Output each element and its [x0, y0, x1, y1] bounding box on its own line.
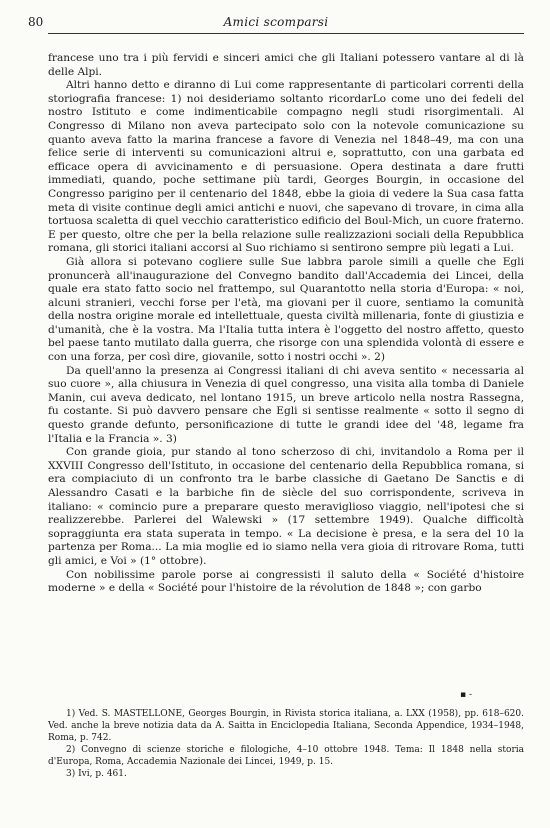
- paragraph: Con grande gioia, pur stando al tono scherzoso di chi, invitandolo a Roma per il XXVIII Congresso dell'Istituto, in occasione del centenario della Repubblica romana, si era compiaciuto di un confronto tra le barbe classiche di Gaetano De Sanctis e di Alessandro Casati e la barbiche fin de siècle del suo corrispondente, scriveva in italiano: « comincio pure a preparare questo meraviglioso viaggio, nell'ipotesi che si realizzerebbe. Parlerei del Walewski » (17 settembre 1949). Qualche difficoltà sopraggiunta era stata superata in tempo. « La decisione è presa, e la sera del 10 la partenza per Roma... La mia moglie ed io siamo nella vera gioia di ritrovare Roma, tutti gli amici, e Voi » (1° ottobre).: [48, 446, 524, 567]
- main-text: [48, 52, 524, 596]
- footnotes: [48, 708, 524, 780]
- print-mark: ▪ -: [460, 690, 473, 700]
- paragraph: Da quell'anno la presenza ai Congressi italiani di chi aveva sentito « necessaria al suo cuore », alla chiusura in Venezia di quel congresso, una visita alla tomba di Daniele Manin, cui aveva dedicato, nel lontano 1915, un breve articolo nella nostra Rassegna, fu costante. Si può davvero pensare che Egli si sentisse realmente « sotto il segno di questo grande defunto, personificazione di tutte le grandi idee del '48, legame fra l'Italia e la Francia ». 3): [48, 364, 524, 445]
- page-number: 80: [28, 15, 44, 29]
- paragraph: francese uno tra i più fervidi e sinceri amici che gli Italiani potessero vantare al di là delle Alpi.: [48, 52, 524, 78]
- footnote: 2) Convegno di scienze storiche e filologiche, 4–10 ottobre 1948. Tema: Il 1848 nella storia d'Europa, Roma, Accademia Nazionale dei Lincei, 1949, p. 15.: [48, 745, 524, 767]
- paragraph: Già allora si potevano cogliere sulle Sue labbra parole simili a quelle che Egli pronuncerà all'inaugurazione del Convegno bandito dall'Accademia dei Lincei, della quale era stato fatto socio nel frattempo, sul Quarantotto nella storia d'Europa: « noi, alcuni stranieri, vecchi forse per l'età, ma giovani per il cuore, sentiamo la comunità della nostra origine morale ed intellettuale, questa civiltà millenaria, fonte di giustizia e d'umanità, che è la vostra. Ma l'Italia tutta intera è l'oggetto del nostro affetto, questo bel paese tanto mutilato dalla guerra, che risorge con una splendida volontà di essere e con una forza, per così dire, giovanile, sotto i nostri occhi ». 2): [48, 255, 524, 364]
- footnote: 1) Ved. S. MASTELLONE, Georges Bourgin, in Rivista storica italiana, a. LXX (1958), pp. 618–620. Ved. anche la breve notizia data da A. Saitta in Enciclopedia Italiana, Seconda Appendice, 1934–1948, Roma, p. 742.: [48, 709, 524, 743]
- paragraph: Altri hanno detto e diranno di Lui come rappresentante di particolari correnti della storiografia francese: 1) noi desideriamo soltanto ricordarLo come uno dei fedeli del nostro Istituto e come indimenticabile compagno negli studi risorgimentali. Al Congresso di Milano non aveva partecipato solo con la notevole comunicazione su quanto aveva fatto la marina francese a favore di Venezia nel 1848–49, ma con una felice serie di interventi su comunicazioni altrui e, soprattutto, con una garbata ed efficace opera di avvicinamento e di persuasione. Opera destinata a dare frutti immediati, quando, poche settimane più tardi, Georges Bourgin, in occasione del Congresso parigino per il centenario del 1848, ebbe la gioia di vedere la Sua casa fatta meta di visite continue degli amici antichi e nuovi, che sapevano di trovare, in cima alla tortuosa scaletta di quel vecchio caratteristico edificio del Boul-Mich, un cuore fraterno. E per questo, oltre che per la bella relazione sulle realizzazioni sociali della Repubblica romana, gli storici italiani accorsi al Suo richiamo si sentirono sempre più legati a Lui.: [48, 79, 524, 255]
- page-header: [28, 15, 524, 35]
- footnote: 3) Ivi, p. 461.: [66, 769, 127, 779]
- paragraph: Con nobilissime parole porse ai congressisti il saluto della « Société d'histoire moderne » e della « Société pour l'histoire de la révolution de 1848 »; con garbo: [48, 568, 524, 595]
- running-title: Amici scomparsi: [223, 15, 329, 29]
- header-rule: [48, 33, 524, 34]
